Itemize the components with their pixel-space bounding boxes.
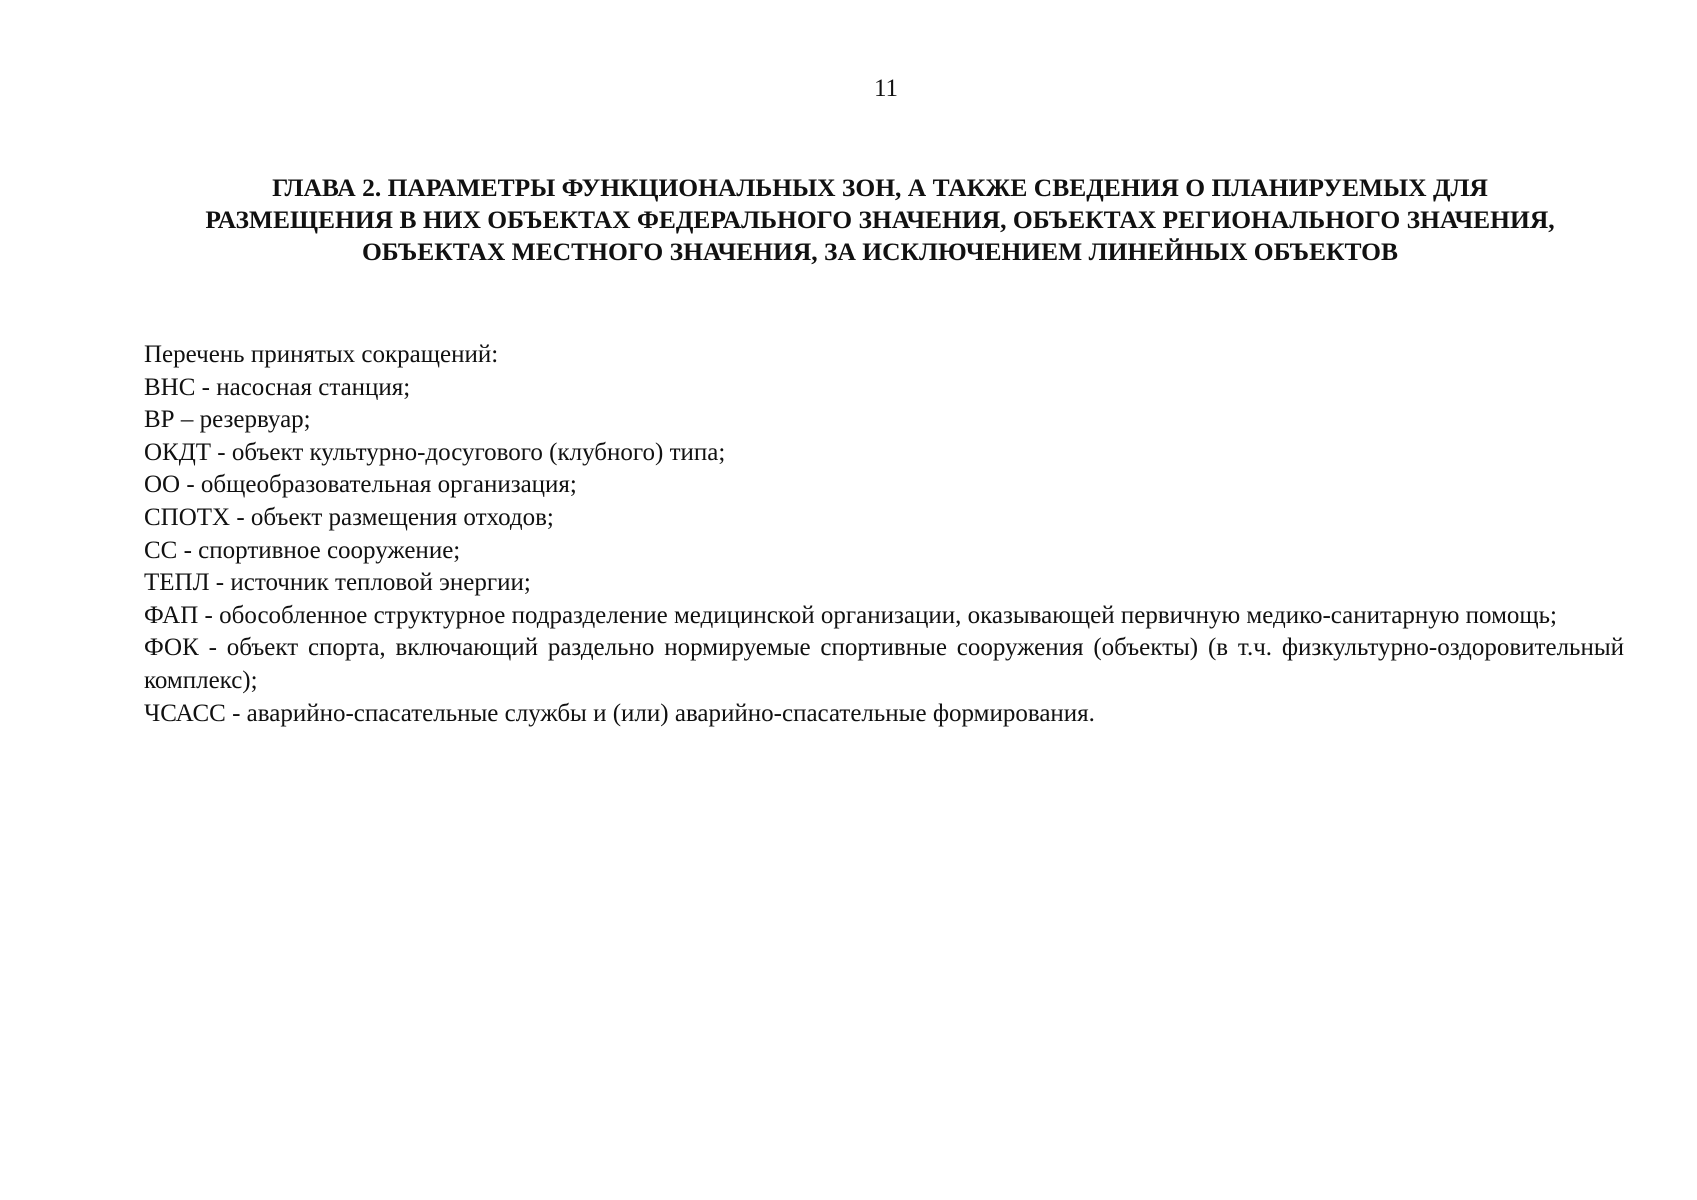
abbreviation-item-fok: ФОК - объект спорта, включающий раздельно нормируемые спортивные сооружения (объекты) (в т.ч. физкультурно-оздоровительный комплекс); — [144, 634, 1624, 694]
abbreviation-item-okdt: ОКДТ - объект культурно-досугового (клубного) типа; — [144, 438, 726, 466]
page-number: 11 — [873, 75, 899, 102]
abbreviation-item-chsass: ЧСАСС - аварийно-спасательные службы и (или) аварийно-спасательные формирования. — [144, 699, 1095, 727]
abbreviation-item-fap: ФАП - обособленное структурное подразделение медицинской организации, оказывающей первичную медико-санитарную помощь; — [144, 601, 1557, 629]
abbreviations-intro: Перечень принятых сокращений: — [144, 341, 499, 368]
abbreviation-item-oo: ОО - общеобразовательная организация; — [144, 471, 577, 499]
chapter-title: ГЛАВА 2. ПАРАМЕТРЫ ФУНКЦИОНАЛЬНЫХ ЗОН, А ТАКЖЕ СВЕДЕНИЯ О ПЛАНИРУЕМЫХ ДЛЯ РАЗМЕЩЕНИЯ В НИХ ОБЪЕКТАХ ФЕДЕРАЛЬНОГО ЗНАЧЕНИЯ, ОБЪЕКТАХ РЕГИОНАЛЬНОГО ЗНАЧЕНИЯ, ОБЪЕКТАХ МЕСТНОГО ЗНАЧЕНИЯ, ЗА ИСКЛЮЧЕНИЕМ ЛИНЕЙНЫХ ОБЪЕКТОВ — [205, 173, 1555, 266]
abbreviation-item-tepl: ТЕПЛ - источник тепловой энергии; — [144, 569, 531, 597]
abbreviations-list — [144, 339, 1624, 730]
abbreviation-item-vr: ВР – резервуар; — [144, 406, 311, 434]
abbreviation-item-spotkh: СПОТХ - объект размещения отходов; — [144, 503, 554, 531]
abbreviation-item-vns: ВНС - насосная станция; — [144, 373, 411, 401]
abbreviation-item-ss: СС - спортивное сооружение; — [144, 536, 461, 564]
